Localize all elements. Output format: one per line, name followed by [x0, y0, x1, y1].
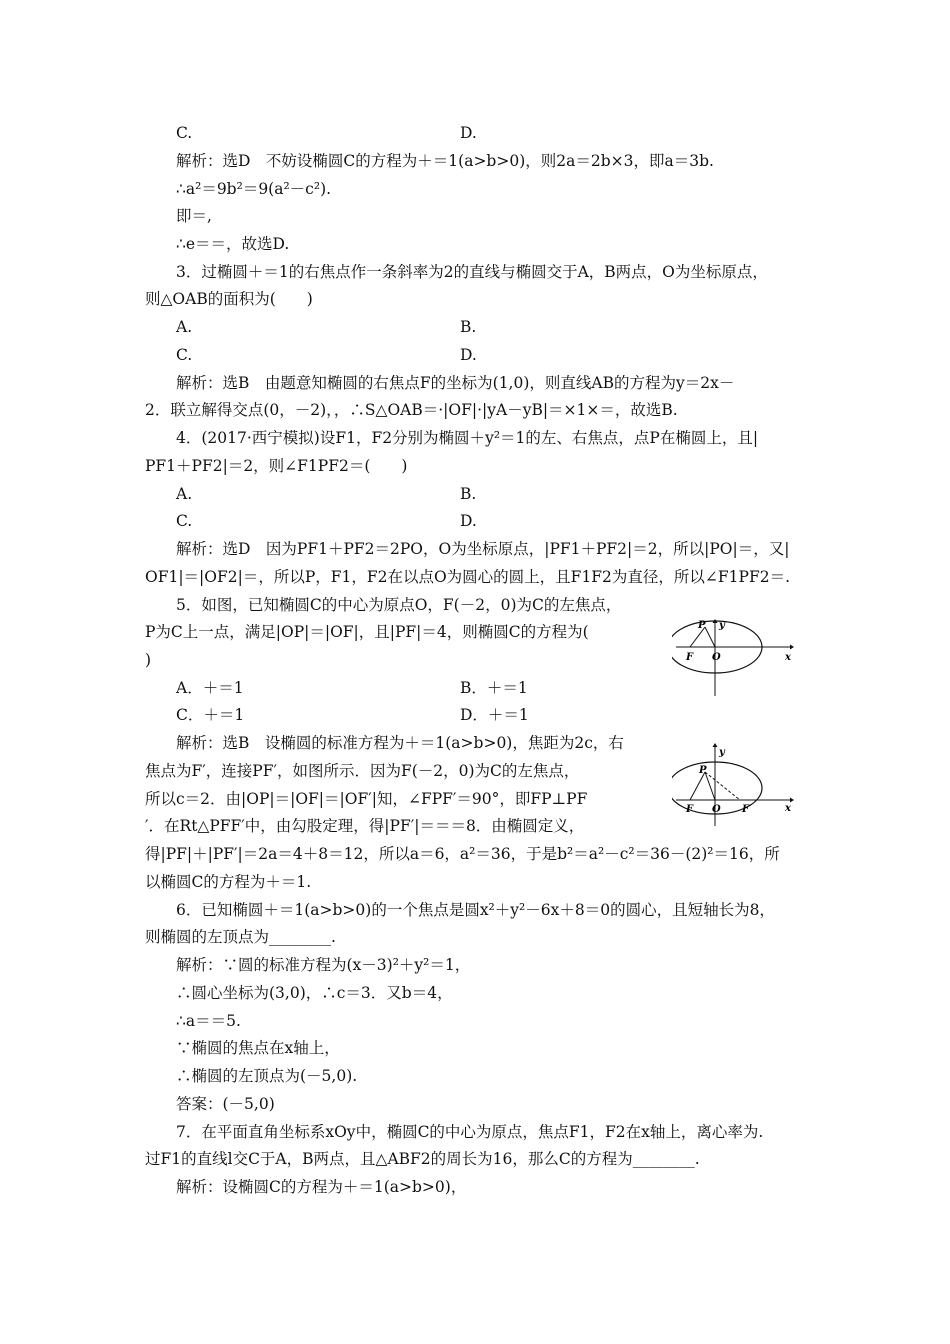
text-line: 即＝,: [176, 207, 212, 225]
text-line: 5．如图，已知椭圆C的中心为原点O，F(－2，0)为C的左焦点，: [176, 596, 622, 614]
text-line: 则椭圆的左顶点为________.: [145, 928, 336, 946]
label-o: O: [712, 804, 721, 815]
text-line: 得|PF|＋|PF′|＝2a＝4＋8＝12，所以a＝6，a²＝36，于是b²＝a²－c²＝36－(2)²＝16，所: [145, 845, 780, 863]
text-line: B．＋＝1: [460, 679, 528, 697]
text-line: 3．过椭圆＋＝1的右焦点作一条斜率为2的直线与椭圆交于A，B两点，O为坐标原点，: [176, 263, 768, 281]
text-line: 焦点为F′，连接PF′，如图所示．因为F(－2，0)为C的左焦点，: [145, 762, 580, 780]
text-line: ∴圆心坐标为(3,0)，∴c＝3．又b＝4，: [176, 984, 453, 1002]
text-line: ∴椭圆的左顶点为(－5,0).: [176, 1067, 358, 1085]
text-line: C.: [176, 124, 193, 142]
y-axis-arrow: [713, 743, 718, 747]
text-line: 以椭圆C的方程为＋＝1.: [145, 873, 312, 891]
text-line: 所以c＝2．由|OP|＝|OF|＝|OF′|知，∠FPF′＝90°，即FP⊥PF: [145, 790, 588, 808]
text-line: D.: [460, 512, 477, 530]
text-line: 答案：(－5,0): [176, 1095, 275, 1113]
text-line: ∴e＝＝，故选D.: [176, 235, 290, 253]
label-y: y: [719, 747, 725, 758]
label-f: F: [686, 652, 694, 663]
text-line: 则△OAB的面积为( ): [145, 290, 313, 308]
text-line: D.: [460, 124, 477, 142]
text-line: 2．联立解得交点(0，－2)，，∴S△OAB＝·|OF|·|yA－yB|＝×1×＝，故选B.: [145, 401, 678, 419]
segment-pf: [690, 772, 705, 800]
text-line: ): [145, 651, 152, 669]
text-line: B.: [460, 485, 477, 503]
text-line: 解析：选D 不妨设椭圆C的方程为＋＝1(a>b>0)，则2a＝2b×3，即a＝3b.: [176, 152, 714, 170]
label-x: x: [785, 652, 791, 663]
text-line: ∵椭圆的焦点在x轴上，: [176, 1039, 340, 1057]
segment-po: [705, 627, 715, 647]
text-line: D.: [460, 346, 477, 364]
label-f-prime: F′: [742, 804, 752, 815]
label-y: y: [719, 620, 725, 631]
text-line: 解析：选B 由题意知椭圆的右焦点F的坐标为(1,0)，则直线AB的方程为y＝2x－: [176, 374, 735, 392]
x-axis-arrow: [790, 645, 794, 650]
label-o: O: [712, 652, 721, 663]
text-line: C．＋＝1: [176, 706, 245, 724]
text-line: 解析：选D 因为PF1＋PF2＝2PO，O为坐标原点，|PF1＋PF2|＝2，所以|PO|＝，又|: [176, 540, 790, 558]
text-line: D．＋＝1: [460, 706, 529, 724]
label-x: x: [785, 803, 791, 814]
text-line: B.: [460, 318, 477, 336]
text-line: C.: [176, 346, 193, 364]
ellipse-figure-2: [672, 742, 794, 828]
text-line: 解析：选B 设椭圆的标准方程为＋＝1(a>b>0)，焦距为2c，右: [176, 734, 624, 752]
text-line: 6．已知椭圆＋＝1(a>b>0)的一个焦点是圆x²＋y²－6x＋8＝0的圆心，且短轴长为8，: [176, 901, 775, 919]
text-line: 过F1的直线l交C于A，B两点，且△ABF2的周长为16，那么C的方程为________.: [145, 1150, 700, 1168]
label-p: P: [699, 765, 707, 776]
x-axis-arrow: [790, 798, 794, 803]
text-line: 解析：∵圆的标准方程为(x－3)²＋y²＝1，: [176, 956, 471, 974]
text-line: ∴a＝＝5.: [176, 1012, 241, 1030]
text-line: 4．(2017·西宁模拟)设F1，F2分别为椭圆＋y²＝1的左、右焦点，点P在椭圆上，且|: [176, 429, 759, 447]
text-line: OF1|＝|OF2|＝，所以P，F1，F2在以点O为圆心的圆上，且F1F2为直径，所以∠F1PF2＝.: [145, 568, 790, 586]
text-line: A.: [176, 318, 193, 336]
text-line: 解析：设椭圆C的方程为＋＝1(a>b>0)，: [176, 1178, 467, 1196]
text-line: 7．在平面直角坐标系xOy中，椭圆C的中心为原点，焦点F1，F2在x轴上，离心率为.: [176, 1123, 764, 1141]
text-line: C.: [176, 512, 193, 530]
label-p: P: [698, 620, 706, 631]
ellipse-figure-1: [672, 618, 794, 698]
text-line: P为C上一点，满足|OP|＝|OF|，且|PF|＝4，则椭圆C的方程为(: [145, 623, 589, 641]
text-line: ′．在Rt△PFF′中，由勾股定理，得|PF′|＝＝＝8．由椭圆定义，: [145, 817, 585, 835]
text-line: A.: [176, 485, 193, 503]
text-line: PF1＋PF2|＝2，则∠F1PF2＝( ): [145, 457, 408, 475]
label-f: F: [686, 804, 694, 815]
text-line: A．＋＝1: [176, 679, 244, 697]
text-line: ∴a²＝9b²＝9(a²－c²).: [176, 180, 332, 198]
